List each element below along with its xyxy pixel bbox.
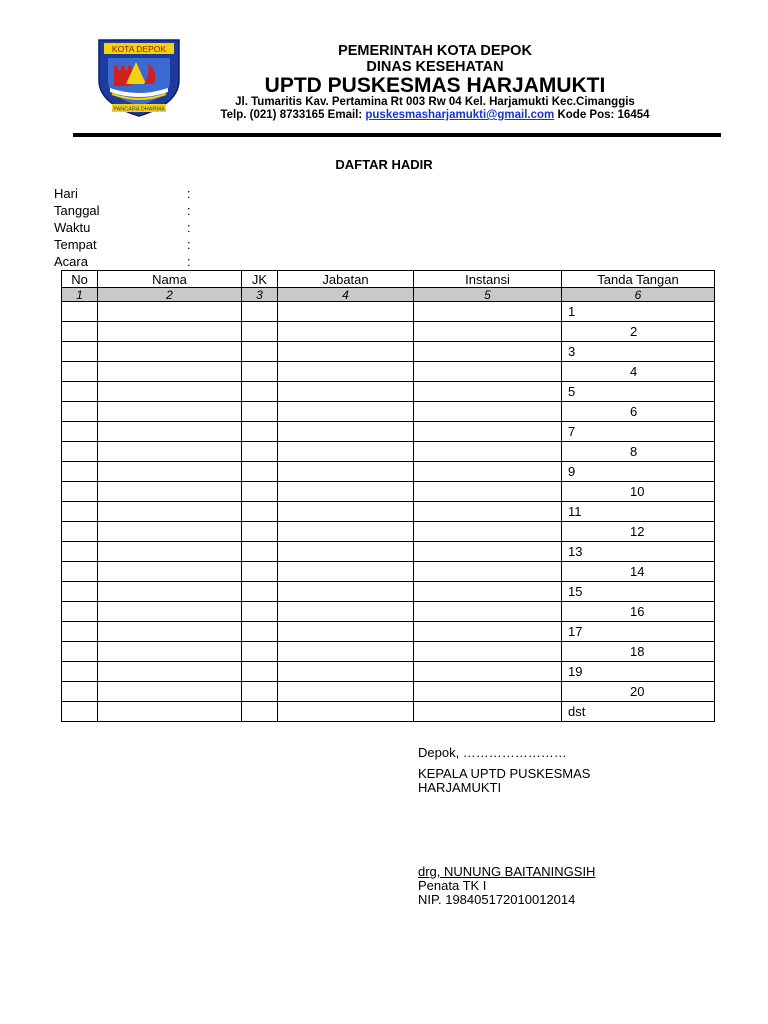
table-cell[interactable] <box>62 342 98 362</box>
signature-cell[interactable]: 13 <box>562 542 715 562</box>
table-row <box>62 562 715 582</box>
table-cell[interactable] <box>278 662 414 682</box>
table-cell[interactable] <box>242 422 278 442</box>
table-cell[interactable] <box>62 442 98 462</box>
table-cell[interactable] <box>242 602 278 622</box>
column-number: 1 <box>62 288 98 302</box>
table-row <box>62 622 715 642</box>
table-cell[interactable] <box>414 302 562 322</box>
table-cell[interactable] <box>278 342 414 362</box>
signature-cell[interactable]: 12 <box>562 522 715 542</box>
info-colon: : <box>187 254 191 269</box>
table-cell[interactable] <box>98 322 242 342</box>
table-cell[interactable] <box>98 462 242 482</box>
signature-cell[interactable]: 20 <box>562 682 715 702</box>
address-line: Jl. Tumaritis Kav. Pertamina Rt 003 Rw 04 Kel. Harjamukti Kec.Cimanggis <box>235 96 635 108</box>
table-cell[interactable] <box>242 502 278 522</box>
signature-cell[interactable]: 9 <box>562 462 715 482</box>
institution-name: UPTD PUSKESMAS HARJAMUKTI <box>264 74 606 97</box>
table-cell[interactable] <box>414 602 562 622</box>
logo-motto-text: PANCARA DHARMA <box>113 106 165 113</box>
table-cell[interactable] <box>278 682 414 702</box>
info-colon: : <box>187 237 191 252</box>
table-cell[interactable] <box>62 702 98 722</box>
table-cell[interactable] <box>278 502 414 522</box>
signature-cell[interactable]: 18 <box>562 642 715 662</box>
table-cell[interactable] <box>414 542 562 562</box>
table-cell[interactable] <box>62 682 98 702</box>
signature-cell[interactable]: dst <box>562 702 715 722</box>
signature-cell[interactable]: 6 <box>562 402 715 422</box>
contact-line <box>200 109 670 121</box>
signature-cell[interactable]: 14 <box>562 562 715 582</box>
signature-cell[interactable]: 2 <box>562 322 715 342</box>
info-colon: : <box>187 203 191 218</box>
info-label: Tanggal <box>54 203 100 218</box>
table-cell[interactable] <box>62 582 98 602</box>
column-number: 4 <box>278 288 414 302</box>
table-cell[interactable] <box>414 522 562 542</box>
table-cell[interactable] <box>62 402 98 422</box>
column-header: Nama <box>98 271 242 288</box>
table-cell[interactable] <box>242 702 278 722</box>
table-cell[interactable] <box>62 382 98 402</box>
table-cell[interactable] <box>242 522 278 542</box>
column-header: No <box>62 271 98 288</box>
table-cell[interactable] <box>242 462 278 482</box>
table-row <box>62 662 715 682</box>
table-row <box>62 462 715 482</box>
table-cell[interactable] <box>62 642 98 662</box>
table-row <box>62 482 715 502</box>
info-label: Waktu <box>54 220 91 235</box>
government-name: PEMERINTAH KOTA DEPOK <box>338 43 532 59</box>
table-cell[interactable] <box>62 522 98 542</box>
signature-cell[interactable]: 17 <box>562 622 715 642</box>
table-cell[interactable] <box>62 302 98 322</box>
table-cell[interactable] <box>414 362 562 382</box>
signatory-name: drg, NUNUNG BAITANINGSIH <box>418 864 596 879</box>
info-colon: : <box>187 186 191 201</box>
table-cell[interactable] <box>278 362 414 382</box>
table-cell[interactable] <box>242 562 278 582</box>
table-cell[interactable] <box>414 482 562 502</box>
table-cell[interactable] <box>414 702 562 722</box>
table-row <box>62 502 715 522</box>
table-cell[interactable] <box>242 622 278 642</box>
column-number-row <box>62 288 715 302</box>
table-cell[interactable] <box>278 442 414 462</box>
column-number: 5 <box>414 288 562 302</box>
table-cell[interactable] <box>278 562 414 582</box>
table-cell[interactable] <box>278 702 414 722</box>
table-cell[interactable] <box>98 682 242 702</box>
table-row <box>62 582 715 602</box>
table-cell[interactable] <box>62 662 98 682</box>
table-cell[interactable] <box>242 542 278 562</box>
place-date: Depok, …………………… <box>418 745 567 760</box>
table-cell[interactable] <box>414 682 562 702</box>
phone-text: Telp. (021) 8733165 Email: <box>220 109 366 121</box>
table-cell[interactable] <box>278 422 414 442</box>
table-cell[interactable] <box>62 622 98 642</box>
table-cell[interactable] <box>414 622 562 642</box>
department-name: DINAS KESEHATAN <box>366 59 504 75</box>
logo-top-text: KOTA DEPOK <box>111 44 167 54</box>
table-cell[interactable] <box>98 362 242 382</box>
table-cell[interactable] <box>414 662 562 682</box>
signature-cell[interactable]: 1 <box>562 302 715 322</box>
document-title: DAFTAR HADIR <box>335 157 433 172</box>
header-row <box>62 271 715 288</box>
signature-cell[interactable]: 8 <box>562 442 715 462</box>
table-cell[interactable] <box>414 642 562 662</box>
table-cell[interactable] <box>278 522 414 542</box>
table-cell[interactable] <box>98 302 242 322</box>
table-cell[interactable] <box>414 342 562 362</box>
attendance-table <box>61 270 715 722</box>
table-cell[interactable] <box>414 462 562 482</box>
table-cell[interactable] <box>62 362 98 382</box>
table-cell[interactable] <box>98 522 242 542</box>
info-label: Acara <box>54 254 88 269</box>
table-cell[interactable] <box>242 362 278 382</box>
column-header: Jabatan <box>278 271 414 288</box>
table-cell[interactable] <box>98 482 242 502</box>
table-cell[interactable] <box>98 502 242 522</box>
table-cell[interactable] <box>242 482 278 502</box>
table-row <box>62 422 715 442</box>
table-row <box>62 342 715 362</box>
table-cell[interactable] <box>278 622 414 642</box>
signature-cell[interactable]: 10 <box>562 482 715 502</box>
table-cell[interactable] <box>242 582 278 602</box>
table-cell[interactable] <box>278 382 414 402</box>
signature-cell[interactable]: 3 <box>562 342 715 362</box>
table-cell[interactable] <box>414 422 562 442</box>
table-row <box>62 542 715 562</box>
table-row <box>62 322 715 342</box>
table-cell[interactable] <box>242 442 278 462</box>
signatory-title-line1: KEPALA UPTD PUSKESMAS <box>418 766 591 781</box>
signature-cell[interactable]: 5 <box>562 382 715 402</box>
table-cell[interactable] <box>98 642 242 662</box>
table-cell[interactable] <box>278 402 414 422</box>
signature-cell[interactable]: 4 <box>562 362 715 382</box>
table-cell[interactable] <box>98 342 242 362</box>
table-row <box>62 442 715 462</box>
signatory-rank: Penata TK I <box>418 878 487 893</box>
signature-cell[interactable]: 7 <box>562 422 715 442</box>
table-cell[interactable] <box>98 582 242 602</box>
table-cell[interactable] <box>414 442 562 462</box>
table-cell[interactable] <box>98 702 242 722</box>
column-number: 2 <box>98 288 242 302</box>
table-cell[interactable] <box>98 382 242 402</box>
info-colon: : <box>187 220 191 235</box>
signatory-nip: NIP. 198405172010012014 <box>418 892 576 907</box>
table-row <box>62 362 715 382</box>
column-number: 6 <box>562 288 715 302</box>
table-cell[interactable] <box>98 442 242 462</box>
info-label: Hari <box>54 186 78 201</box>
table-cell[interactable] <box>98 622 242 642</box>
signatory-title-line2: HARJAMUKTI <box>418 780 502 795</box>
column-number: 3 <box>242 288 278 302</box>
table-cell[interactable] <box>242 342 278 362</box>
table-row <box>62 682 715 702</box>
table-cell[interactable] <box>98 542 242 562</box>
table-cell[interactable] <box>278 322 414 342</box>
table-cell[interactable] <box>242 302 278 322</box>
table-cell[interactable] <box>62 422 98 442</box>
table-row <box>62 402 715 422</box>
table-cell[interactable] <box>278 482 414 502</box>
table-row <box>62 302 715 322</box>
table-cell[interactable] <box>98 422 242 442</box>
table-row <box>62 382 715 402</box>
signature-cell[interactable]: 19 <box>562 662 715 682</box>
table-cell[interactable] <box>62 542 98 562</box>
column-header: Tanda Tangan <box>562 271 715 288</box>
column-header: JK <box>242 271 278 288</box>
table-cell[interactable] <box>278 582 414 602</box>
table-cell[interactable] <box>62 462 98 482</box>
column-header: Instansi <box>414 271 562 288</box>
table-cell[interactable] <box>242 402 278 422</box>
table-cell[interactable] <box>62 502 98 522</box>
table-row <box>62 702 715 722</box>
table-cell[interactable] <box>98 562 242 582</box>
table-cell[interactable] <box>242 322 278 342</box>
table-cell[interactable] <box>62 562 98 582</box>
email-link[interactable]: puskesmasharjamukti@gmail.com <box>365 109 555 121</box>
signature-cell[interactable]: 15 <box>562 582 715 602</box>
info-label: Tempat <box>54 237 97 252</box>
table-cell[interactable] <box>242 662 278 682</box>
table-cell[interactable] <box>98 662 242 682</box>
table-cell[interactable] <box>62 322 98 342</box>
table-cell[interactable] <box>278 642 414 662</box>
table-cell[interactable] <box>278 602 414 622</box>
signature-cell[interactable]: 16 <box>562 602 715 622</box>
table-cell[interactable] <box>414 582 562 602</box>
table-row <box>62 522 715 542</box>
table-cell[interactable] <box>98 402 242 422</box>
table-cell[interactable] <box>414 562 562 582</box>
postal-code-text: Kode Pos: 16454 <box>554 109 650 121</box>
table-row <box>62 602 715 622</box>
table-cell[interactable] <box>98 602 242 622</box>
table-cell[interactable] <box>414 382 562 402</box>
signature-cell[interactable]: 11 <box>562 502 715 522</box>
table-cell[interactable] <box>242 642 278 662</box>
table-cell[interactable] <box>278 302 414 322</box>
table-cell[interactable] <box>242 382 278 402</box>
table-cell[interactable] <box>242 682 278 702</box>
letterhead-divider <box>73 133 721 137</box>
kota-depok-logo <box>96 38 182 118</box>
table-cell[interactable] <box>278 542 414 562</box>
table-row <box>62 642 715 662</box>
table-cell[interactable] <box>414 402 562 422</box>
table-cell[interactable] <box>62 482 98 502</box>
table-cell[interactable] <box>414 322 562 342</box>
table-cell[interactable] <box>414 502 562 522</box>
table-cell[interactable] <box>278 462 414 482</box>
table-cell[interactable] <box>62 602 98 622</box>
